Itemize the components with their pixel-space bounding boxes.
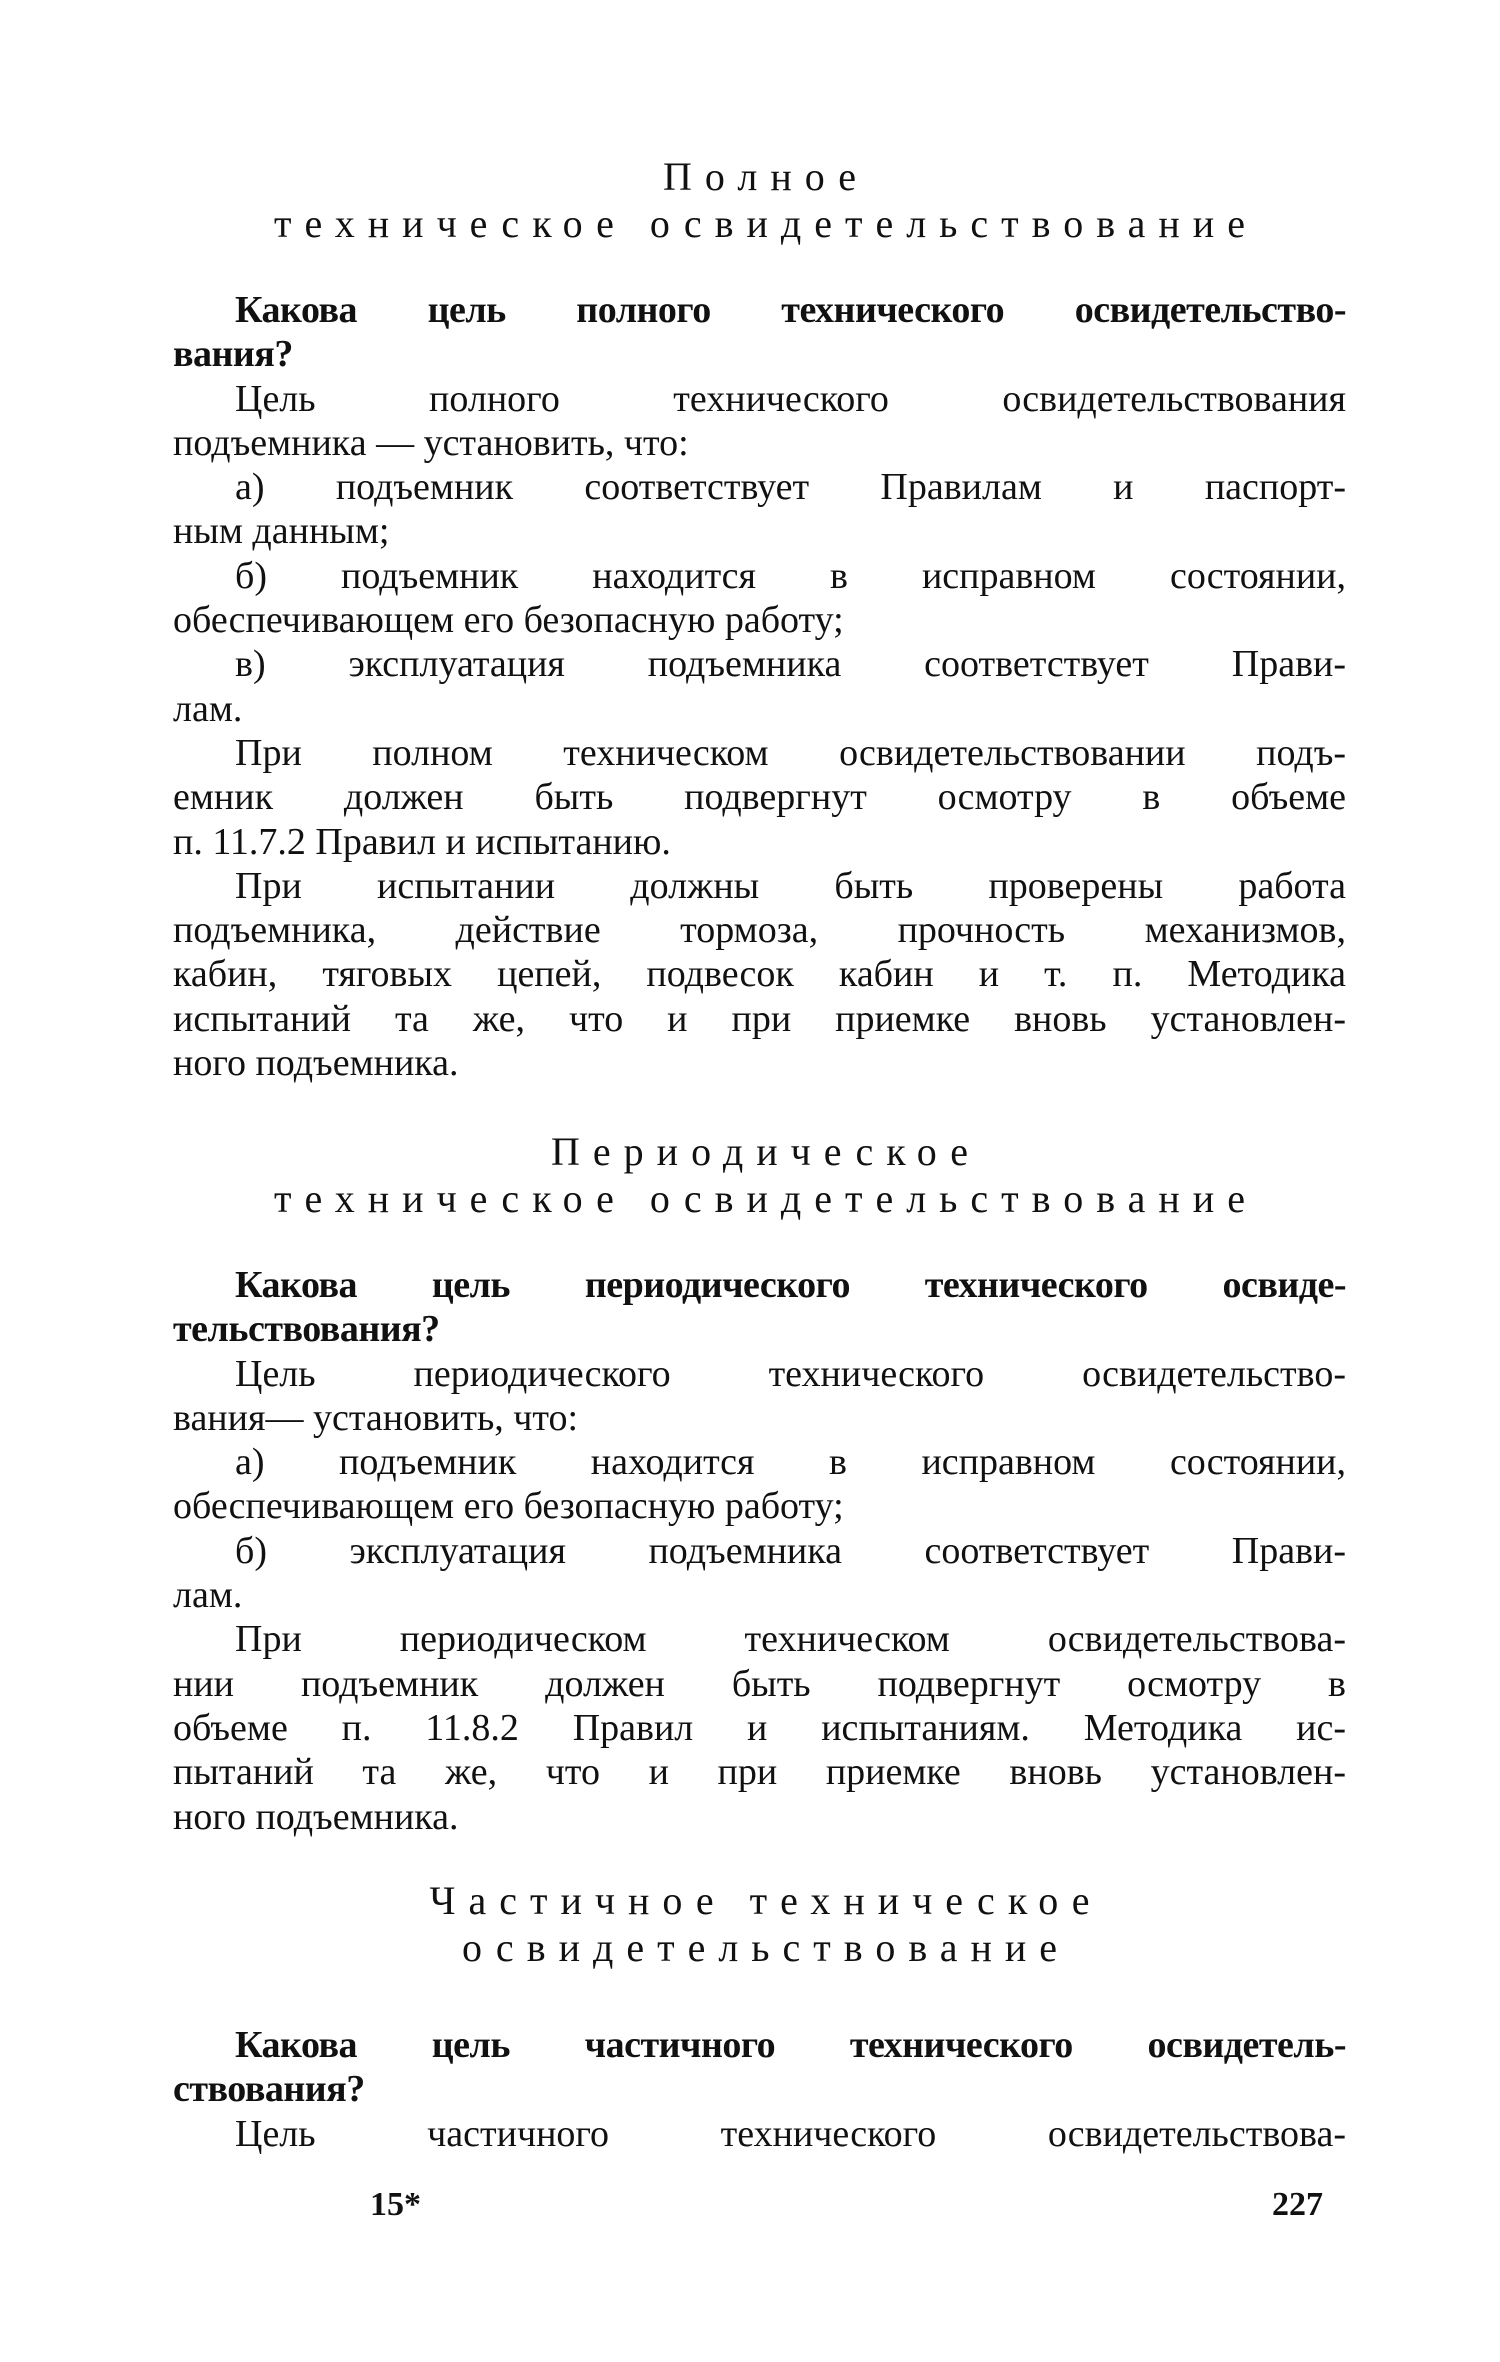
text-line: б) подъемник находится в исправном состоянии, [235, 554, 1346, 597]
text-line: п. 11.7.2 Правил и испытанию. [173, 820, 671, 863]
text-line: пытаний та же, что и при приемке вновь установлен- [173, 1751, 1346, 1794]
text-line: лам. [173, 1574, 243, 1617]
text-line: обеспечивающем его безопасную работу; [173, 1485, 844, 1528]
text-line: кабин, тяговых цепей, подвесок кабин и т. п. Методика [173, 953, 1346, 996]
section-body-full-inspection [173, 288, 1346, 1085]
section-heading-partial-inspection [173, 1877, 1346, 1971]
text-line: ным данным; [173, 510, 390, 553]
section-heading-periodic-inspection [173, 1128, 1346, 1222]
heading-line: Периодическое [551, 1129, 981, 1174]
text-line: а) подъемник находится в исправном состоянии, [235, 1441, 1346, 1484]
question-line: вания? [173, 333, 293, 376]
text-line: При испытании должны быть проверены работа [235, 864, 1346, 907]
text-line: ного подъемника. [173, 1795, 459, 1838]
text-line: испытаний та же, что и при приемке вновь установлен- [173, 997, 1346, 1040]
heading-line: техническое освидетельствование [274, 1176, 1258, 1221]
text-line: б) эксплуатация подъемника соответствует Прави- [235, 1529, 1346, 1572]
section-body-partial-inspection [173, 2023, 1346, 2156]
question-line: Какова цель полного технического освидетельство- [235, 289, 1346, 331]
text-line: емник должен быть подвергнут осмотру в объеме [173, 776, 1346, 819]
text-line: подъемника — установить, что: [173, 421, 689, 464]
question-line: тельствования? [173, 1308, 440, 1351]
text-line: Цель частичного технического освидетельствова- [235, 2112, 1346, 2155]
question-line: Какова цель периодического технического освиде- [235, 1264, 1346, 1306]
signature-mark: 15* [370, 2186, 421, 2223]
section-heading-full-inspection [173, 153, 1346, 247]
question-line: ствования? [173, 2068, 365, 2111]
text-line: обеспечивающем его безопасную работу; [173, 599, 844, 642]
heading-line: освидетельствование [461, 1925, 1071, 1970]
text-line: ного подъемника. [173, 1042, 459, 1085]
heading-line: техническое освидетельствование [274, 201, 1258, 246]
text-line: объеме п. 11.8.2 Правил и испытаниям. Методика ис- [173, 1706, 1346, 1749]
text-line: При полном техническом освидетельствовании подъ- [235, 731, 1346, 774]
text-line: При периодическом техническом освидетельствова- [235, 1618, 1346, 1661]
heading-line: Частичное техническое [429, 1878, 1103, 1923]
text-line: Цель полного технического освидетельствования [235, 377, 1346, 420]
section-body-periodic-inspection [173, 1263, 1346, 1839]
text-line: лам. [173, 687, 243, 730]
text-line: подъемника, действие тормоза, прочность механизмов, [173, 909, 1346, 952]
text-line: Цель периодического технического освидетельство- [235, 1352, 1346, 1395]
text-line: а) подъемник соответствует Правилам и паспорт- [235, 466, 1346, 509]
page-number: 227 [1272, 2186, 1323, 2223]
text-line: вания— установить, что: [173, 1396, 579, 1439]
text-line: нии подъемник должен быть подвергнут осмотру в [173, 1662, 1346, 1705]
question-line: Какова цель частичного технического освидетель- [235, 2024, 1346, 2066]
heading-line: Полное [663, 154, 869, 199]
text-line: в) эксплуатация подъемника соответствует Прави- [235, 643, 1346, 686]
